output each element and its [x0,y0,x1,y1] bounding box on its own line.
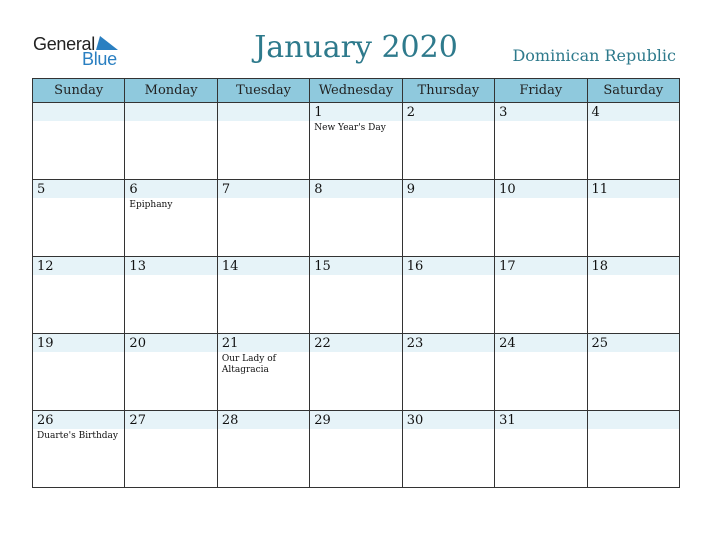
week-row [33,180,680,257]
day-number: 17 [499,259,516,274]
holiday-label [33,352,124,354]
holiday-label: Duarte's Birthday [37,431,118,441]
day-cell [33,180,125,257]
weekday-monday: Monday [125,79,217,103]
holiday-label: Our Lady of Altagracia [221,354,276,375]
holiday-label [310,275,401,277]
day-number: 8 [314,182,323,197]
day-cell [125,103,217,180]
day-number: 22 [314,336,331,351]
day-cell [125,180,217,257]
day-number: 25 [591,336,609,351]
holiday-label [125,275,216,277]
weekday-tuesday: Tuesday [217,79,309,103]
day-number: 2 [406,105,415,120]
weekday-saturday: Saturday [587,79,679,103]
day-cell [310,257,402,334]
day-number: 11 [591,182,609,197]
holiday-label [33,121,124,123]
weekday-header-row [33,79,680,103]
day-number: 27 [129,413,146,428]
week-row [33,411,680,488]
day-number: 24 [499,336,516,351]
holiday-label [403,198,494,200]
week-row [33,257,680,334]
logo-general-text: General [33,34,95,54]
calendar-grid [32,78,680,488]
day-cell [310,103,402,180]
day-number: 30 [406,413,424,428]
holiday-label [588,198,679,200]
day-number: 3 [499,105,508,120]
weekday-wednesday: Wednesday [310,79,402,103]
day-cell [587,257,679,334]
day-cell [33,257,125,334]
day-number: 28 [221,413,239,428]
day-number: 4 [591,105,600,120]
day-number [588,411,679,429]
day-number: 10 [499,182,516,197]
day-cell [402,103,494,180]
holiday-label: Epiphany [129,200,173,210]
day-cell [495,334,587,411]
day-number: 20 [129,336,146,351]
holiday-label [310,429,401,431]
day-number [33,103,124,121]
day-number: 31 [499,413,516,428]
holiday-label [495,121,586,123]
week-row [33,334,680,411]
holiday-label [403,121,494,123]
day-cell [310,180,402,257]
weekday-sunday: Sunday [33,79,125,103]
day-cell [125,411,217,488]
holiday-label [125,121,216,123]
day-number: 14 [221,259,239,274]
holiday-label [403,275,494,277]
day-cell [402,257,494,334]
holiday-label [33,198,124,200]
day-cell [495,180,587,257]
day-cell [217,257,309,334]
country-label: Dominican Republic [512,46,676,65]
holiday-label [218,275,309,277]
weekday-friday: Friday [495,79,587,103]
holiday-label [218,198,309,200]
week-row [33,103,680,180]
day-number: 12 [37,259,54,274]
holiday-label [495,198,586,200]
holiday-label [588,429,679,431]
day-cell [402,180,494,257]
day-cell [33,334,125,411]
day-number: 13 [129,259,146,274]
holiday-label [403,352,494,354]
day-number: 5 [37,182,46,197]
holiday-label [125,429,216,431]
holiday-label [495,275,586,277]
holiday-label [495,429,586,431]
holiday-label [495,352,586,354]
day-cell [125,257,217,334]
day-cell [217,180,309,257]
day-number: 21 [221,336,239,351]
day-number: 29 [314,413,331,428]
holiday-label [588,121,679,123]
day-cell [33,103,125,180]
day-number: 19 [37,336,54,351]
holiday-label [125,352,216,354]
holiday-label [588,352,679,354]
day-cell [587,411,679,488]
day-number [125,103,216,121]
day-number: 9 [406,182,415,197]
holiday-label [403,429,494,431]
holiday-label [218,429,309,431]
holiday-label [588,275,679,277]
day-cell [587,334,679,411]
holiday-label [310,352,401,354]
day-number: 26 [37,413,54,428]
day-cell [217,411,309,488]
holiday-label [33,275,124,277]
day-number [218,103,309,121]
holiday-label: New Year's Day [314,123,386,133]
day-cell [495,103,587,180]
day-cell [310,334,402,411]
day-cell [587,103,679,180]
logo-blue-text: Blue [82,49,117,69]
day-cell [33,411,125,488]
day-number: 16 [406,259,424,274]
day-cell [402,334,494,411]
day-number: 1 [314,105,323,120]
page-title: January 2020 [254,30,458,65]
day-cell [402,411,494,488]
day-number: 6 [129,182,138,197]
day-number: 15 [314,259,331,274]
holiday-label [218,121,309,123]
day-cell [495,257,587,334]
weekday-thursday: Thursday [402,79,494,103]
day-cell [125,334,217,411]
day-cell [495,411,587,488]
day-cell [310,411,402,488]
day-number: 23 [406,336,424,351]
day-cell [217,103,309,180]
day-number: 7 [221,182,231,197]
day-cell [587,180,679,257]
day-number: 18 [591,259,609,274]
day-cell [217,334,309,411]
holiday-label [310,198,401,200]
